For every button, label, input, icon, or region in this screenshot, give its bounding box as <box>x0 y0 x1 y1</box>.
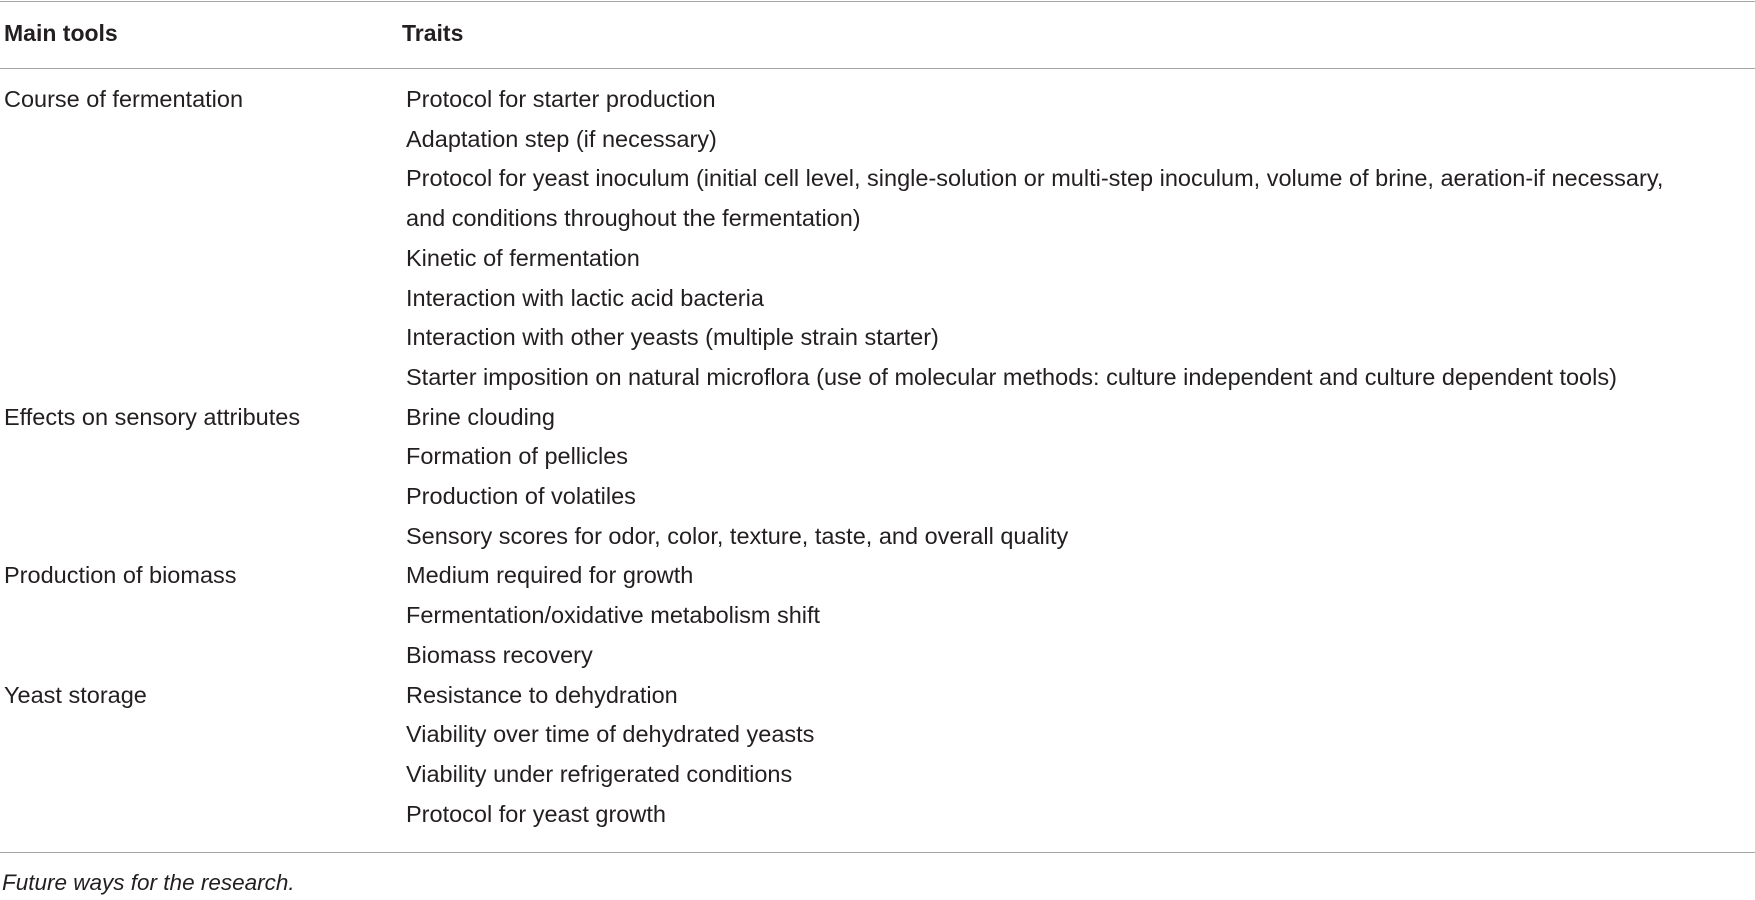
header-traits: Traits <box>402 20 464 46</box>
traits-list <box>406 80 1755 398</box>
header-rule <box>0 68 1755 69</box>
traits-list <box>406 556 1755 675</box>
table-body <box>0 80 1755 834</box>
table-group <box>0 556 1755 675</box>
table-group <box>0 80 1755 398</box>
trait-cell: Formation of pellicles <box>406 443 629 470</box>
traits-list <box>406 676 1755 835</box>
trait-cell: Interaction with other yeasts (multiple strain starter) <box>406 324 939 351</box>
header-main-tools: Main tools <box>4 20 118 46</box>
trait-cell: Biomass recovery <box>406 641 593 668</box>
table-header-row <box>0 15 1755 51</box>
table-group <box>0 676 1755 835</box>
trait-cell: Protocol for yeast growth <box>406 800 666 827</box>
trait-cell: Viability over time of dehydrated yeasts <box>406 721 815 748</box>
tool-cell: Course of fermentation <box>4 86 244 112</box>
trait-cell: Brine clouding <box>406 403 555 430</box>
trait-cell: Protocol for yeast inoculum (initial cell level, single-solution or multi-step inoculum, volume of brine, aeration-if necessary, and conditions throughout the fermentation) <box>406 165 1664 232</box>
trait-cell: Production of volatiles <box>406 483 636 510</box>
trait-cell: Adaptation step (if necessary) <box>406 125 717 152</box>
traits-list <box>406 398 1755 557</box>
table-group <box>0 398 1755 557</box>
trait-cell: Sensory scores for odor, color, texture, taste, and overall quality <box>406 522 1069 549</box>
trait-cell: Protocol for starter production <box>406 86 716 112</box>
table-footnote: Future ways for the research. <box>2 870 295 895</box>
top-rule <box>0 1 1755 2</box>
trait-cell: Kinetic of fermentation <box>406 244 640 271</box>
tool-cell: Effects on sensory attributes <box>4 403 301 430</box>
trait-cell: Medium required for growth <box>406 562 694 589</box>
tool-cell: Yeast storage <box>4 681 147 708</box>
trait-cell: Starter imposition on natural microflora (use of molecular methods: culture independent and culture dependent tools) <box>406 363 1617 390</box>
bottom-rule <box>0 852 1755 853</box>
trait-cell: Interaction with lactic acid bacteria <box>406 284 764 311</box>
tool-cell: Production of biomass <box>4 562 237 589</box>
trait-cell: Viability under refrigerated conditions <box>406 760 793 787</box>
trait-cell: Resistance to dehydration <box>406 681 678 708</box>
trait-cell: Fermentation/oxidative metabolism shift <box>406 602 821 629</box>
